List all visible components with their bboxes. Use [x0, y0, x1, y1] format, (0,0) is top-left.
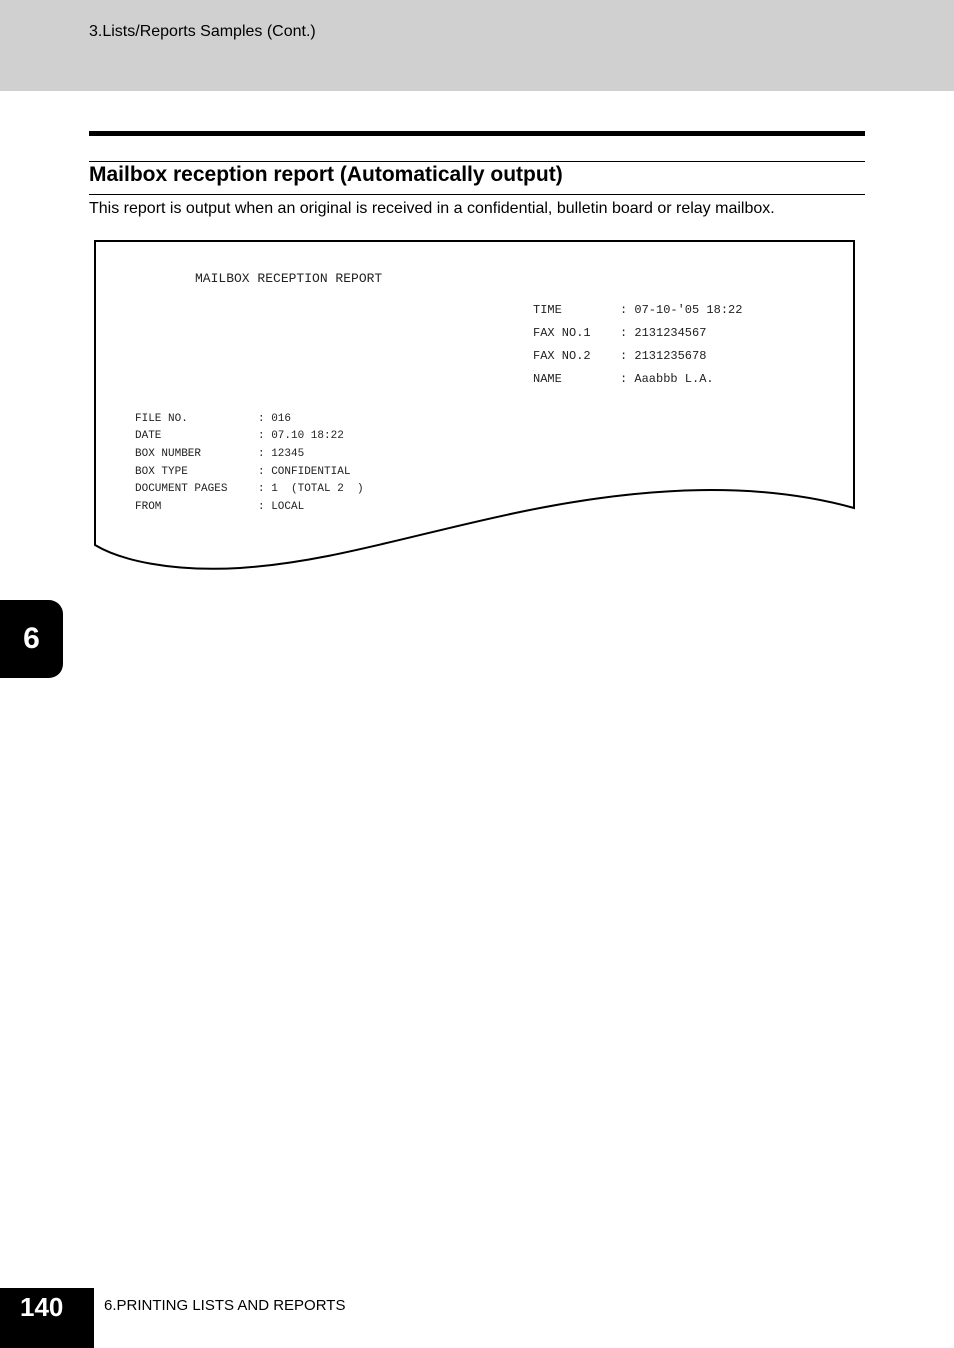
detail-value-document-pages: : 1 (TOTAL 2 ): [258, 483, 364, 495]
detail-label-box-type: BOX TYPE: [135, 466, 188, 478]
breadcrumb: 3.Lists/Reports Samples (Cont.): [89, 23, 316, 40]
field-value-fax-no-1: : 2131234567: [620, 326, 707, 340]
detail-value-file-no: : 016: [258, 413, 292, 425]
detail-label-file-no: FILE NO.: [135, 413, 188, 425]
field-label-fax-no-1: FAX NO.1: [533, 326, 591, 340]
field-label-fax-no-2: FAX NO.2: [533, 349, 591, 363]
field-value-fax-no-2: : 2131235678: [620, 349, 707, 363]
field-label-time: TIME: [533, 303, 562, 317]
detail-value-box-number: : 12345: [258, 448, 305, 460]
page-number: 140: [20, 1292, 64, 1322]
section-title: Mailbox reception report (Automatically output): [89, 163, 563, 186]
detail-value-from: : LOCAL: [258, 501, 305, 513]
detail-label-from: FROM: [135, 501, 162, 513]
footer-chapter-title: 6.PRINTING LISTS AND REPORTS: [104, 1297, 346, 1314]
detail-label-document-pages: DOCUMENT PAGES: [135, 483, 228, 495]
field-value-time: : 07-10-'05 18:22: [620, 303, 743, 317]
detail-value-date: : 07.10 18:22: [258, 430, 344, 442]
detail-value-box-type: : CONFIDENTIAL: [258, 466, 351, 478]
field-value-name: : Aaabbb L.A.: [620, 372, 714, 386]
report-title: MAILBOX RECEPTION REPORT: [195, 271, 383, 286]
intro-paragraph: This report is output when an original is received in a confidential, bulletin board or relay mailbox.: [89, 200, 775, 217]
chapter-tab: 6: [0, 600, 63, 678]
field-label-name: NAME: [533, 372, 562, 386]
detail-label-box-number: BOX NUMBER: [135, 448, 202, 460]
detail-label-date: DATE: [135, 430, 162, 442]
